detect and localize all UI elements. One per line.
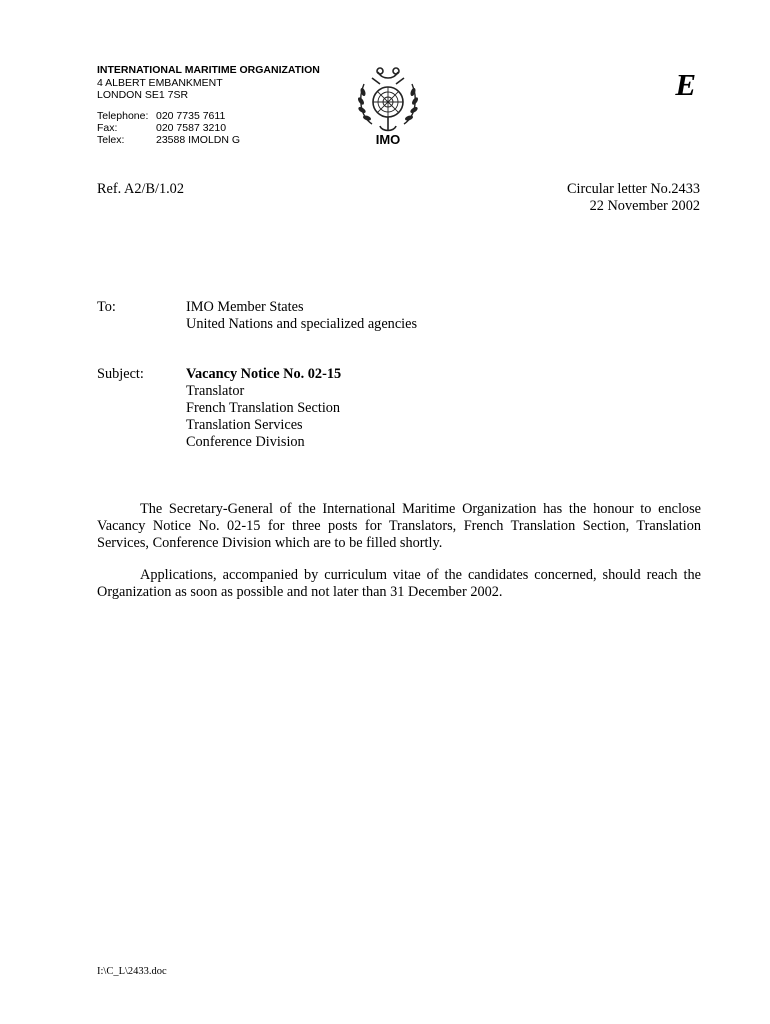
contact-block [97, 110, 240, 146]
recipients [186, 299, 417, 333]
subject-label: Subject: [97, 366, 144, 382]
subject-line: Conference Division [186, 434, 305, 450]
recipient-line: IMO Member States [186, 299, 304, 315]
contact-label: Telex: [97, 134, 125, 146]
org-name: INTERNATIONAL MARITIME ORGANIZATION [97, 64, 320, 76]
subject-line: Translator [186, 383, 245, 399]
contact-fax [97, 122, 240, 134]
recipient-line: United Nations and specialized agencies [186, 316, 418, 332]
language-code: E [675, 67, 696, 102]
subject-line: French Translation Section [186, 400, 341, 416]
contact-telex [97, 134, 240, 146]
contact-value: 020 7735 7611 [156, 110, 226, 122]
circular-number: Circular letter No.2433 [566, 181, 700, 197]
contact-label: Fax: [97, 122, 118, 134]
address-line-1: 4 ALBERT EMBANKMENT [97, 76, 223, 89]
contact-telephone [97, 110, 240, 122]
to-label: To: [97, 299, 116, 315]
contact-value: 23588 IMOLDN G [156, 134, 241, 146]
reference-number: Ref. A2/B/1.02 [97, 181, 184, 197]
circular-header [567, 181, 700, 215]
subject-title: Vacancy Notice No. 02-15 [186, 366, 342, 382]
emblem-caption: IMO [375, 132, 401, 147]
file-path-footer: I:\C_L\2433.doc [97, 966, 167, 977]
subject-line: Translation Services [186, 417, 303, 433]
address-line-2: LONDON SE1 7SR [97, 89, 189, 101]
org-address-block [97, 64, 337, 102]
contact-value: 020 7587 3210 [156, 122, 227, 134]
body-paragraph-2 [97, 567, 701, 601]
un-wreath-anchor-emblem-icon [350, 66, 426, 136]
contact-label: Telephone: [97, 110, 149, 122]
body-paragraph-1 [97, 501, 701, 552]
subject-block [186, 366, 341, 451]
paragraph-text: Applications, accompanied by curriculum vitae of the candidates concerned, should reach the Organization as soon as possible and not later than 31 December 2002. [97, 567, 701, 600]
paragraph-text: The Secretary-General of the International Maritime Organization has the honour to enclose Vacancy Notice No. 02-15 for three posts for Translators, French Translation Section, Translation Services, Conference Division which are to be filled shortly. [97, 501, 701, 551]
circular-date: 22 November 2002 [589, 198, 700, 214]
